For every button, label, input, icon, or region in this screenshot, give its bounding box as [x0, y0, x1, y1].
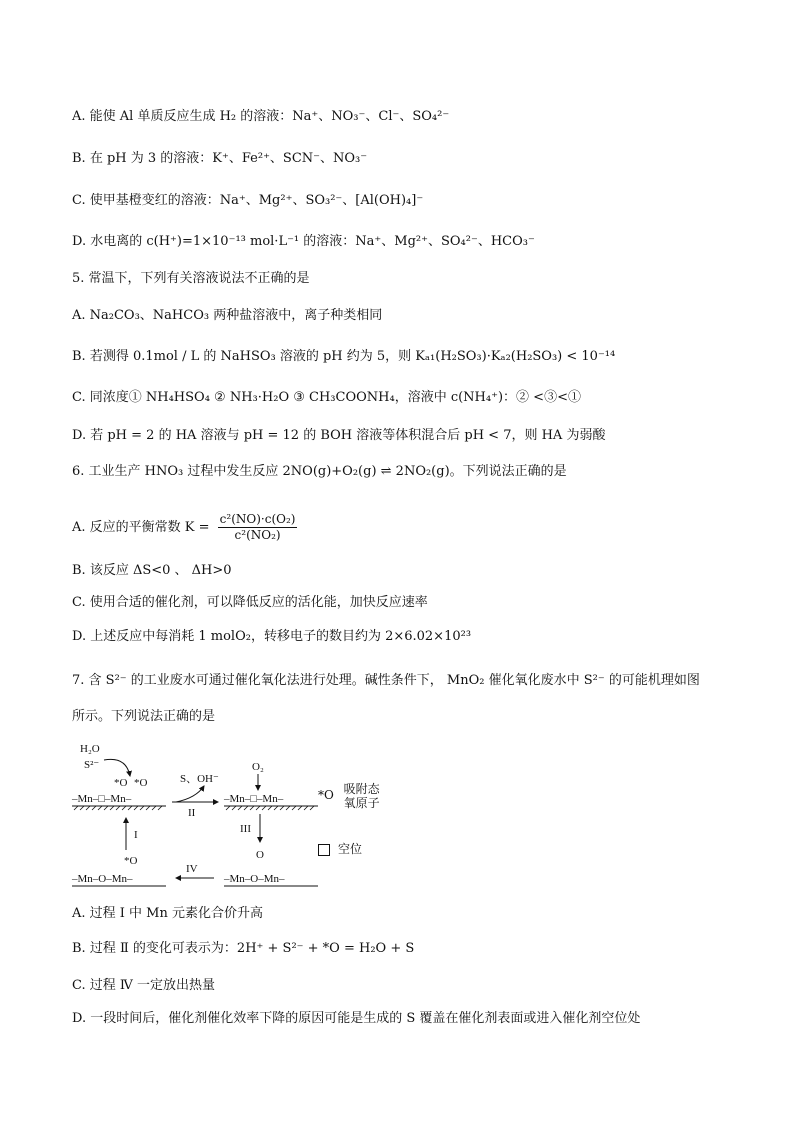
q5-option-a: A. Na₂CO₃、NaHCO₃ 两种盐溶液中，离子种类相同	[72, 308, 383, 323]
q6-fraction-numerator: c²(NO)·c(O₂)	[219, 512, 296, 526]
surface-hatch	[74, 806, 162, 810]
vacancy-box-icon	[318, 844, 330, 856]
surface-top-left: –Mn–□–Mn–	[72, 793, 132, 805]
step-2-label: II	[188, 807, 196, 819]
diagram-s-oh: S、OH⁻	[180, 773, 219, 785]
legend-vacancy-text: 空位	[338, 842, 363, 856]
legend-vacancy	[318, 842, 362, 856]
legend-adsorbed	[318, 782, 380, 810]
legend-adsorbed-line2: 氧原子	[343, 796, 380, 810]
surface-top-right: –Mn–□–Mn–	[224, 793, 284, 805]
q6-fraction	[218, 512, 298, 543]
surface-bottom-left: –Mn–O–Mn–	[72, 873, 133, 885]
q7-option-d: D. 一段时间后，催化剂催化效率下降的原因可能是生成的 S 覆盖在催化剂表面或进入催化剂空位处	[72, 1011, 641, 1026]
diagram-star-o3: *O	[124, 855, 138, 867]
q4-option-d: D. 水电离的 c(H⁺)=1×10⁻¹³ mol·L⁻¹ 的溶液：Na⁺、Mg²⁺、SO₄²⁻、HCO₃⁻	[72, 234, 535, 249]
q5-stem: 5. 常温下，下列有关溶液说法不正确的是	[72, 271, 310, 286]
q5-option-d: D. 若 pH = 2 的 HA 溶液与 pH = 12 的 BOH 溶液等体积混合后 pH < 7，则 HA 为弱酸	[72, 428, 606, 443]
q6-fraction-denominator: c²(NO₂)	[234, 528, 281, 542]
diagram-o2: O₂	[252, 761, 264, 773]
step-1-label: I	[134, 829, 138, 841]
q4-option-b: B. 在 pH 为 3 的溶液：K⁺、Fe²⁺、SCN⁻、NO₃⁻	[72, 151, 368, 166]
q7-stem-line1: 7. 含 S²⁻ 的工业废水可通过催化氧化法进行处理。碱性条件下， MnO₂ 催化氧化废水中 S²⁻ 的可能机理如图	[72, 673, 700, 688]
q5-option-c: C. 同浓度① NH₄HSO₄ ② NH₃·H₂O ③ CH₃COONH₄，溶液中 c(NH₄⁺)：② <③<①	[72, 390, 581, 405]
step-4-label: IV	[186, 863, 198, 875]
diagram-star-o2: *O	[134, 777, 148, 789]
q6-a-prefix: A. 反应的平衡常数 K =	[72, 520, 210, 535]
surface-bottom-right: –Mn–O–Mn–	[224, 873, 285, 885]
q6-option-b: B. 该反应 ΔS<0 、 ΔH>0	[72, 563, 232, 578]
legend-adsorbed-line1: 吸附态	[343, 782, 380, 796]
q6-option-c: C. 使用合适的催化剂，可以降低反应的活化能，加快反应速率	[72, 595, 428, 610]
diagram-star-o1: *O	[114, 777, 128, 789]
q4-option-a: A. 能使 Al 单质反应生成 H₂ 的溶液：Na⁺、NO₃⁻、Cl⁻、SO₄²⁻	[72, 109, 450, 124]
legend-star-o: *O	[318, 788, 334, 802]
surface-hatch	[226, 806, 314, 810]
diagram-h2o: H₂O	[80, 743, 100, 755]
q7-option-a: A. 过程 Ⅰ 中 Mn 元素化合价升高	[72, 906, 264, 921]
q6-option-d: D. 上述反应中每消耗 1 molO₂，转移电子的数目约为 2×6.02×10²³	[72, 629, 472, 644]
q6-option-a	[72, 512, 297, 543]
step2-release-arrow	[176, 786, 204, 802]
legend-adsorbed-text	[344, 782, 380, 810]
q7-option-c: C. 过程 Ⅳ 一定放出热量	[72, 978, 216, 993]
q4-option-c: C. 使甲基橙变红的溶液：Na⁺、Mg²⁺、SO₃²⁻、[Al(OH)₄]⁻	[72, 193, 424, 208]
step-3-label: III	[240, 823, 251, 835]
q7-option-b: B. 过程 Ⅱ 的变化可表示为：2H⁺ + S²⁻ + *O = H₂O + S	[72, 941, 415, 956]
q6-stem: 6. 工业生产 HNO₃ 过程中发生反应 2NO(g)+O₂(g) ⇌ 2NO₂(g)。下列说法正确的是	[72, 464, 567, 479]
diagram-s2: S²⁻	[84, 759, 100, 771]
q5-option-b: B. 若测得 0.1mol / L 的 NaHSO₃ 溶液的 pH 约为 5，则 Kₐ₁(H₂SO₃)·Kₐ₂(H₂SO₃) < 10⁻¹⁴	[72, 349, 616, 364]
reagent-arrow	[104, 759, 130, 776]
mechanism-diagram	[68, 738, 408, 896]
q7-stem-line2: 所示。下列说法正确的是	[72, 709, 216, 724]
diagram-o-atom: O	[256, 849, 264, 861]
